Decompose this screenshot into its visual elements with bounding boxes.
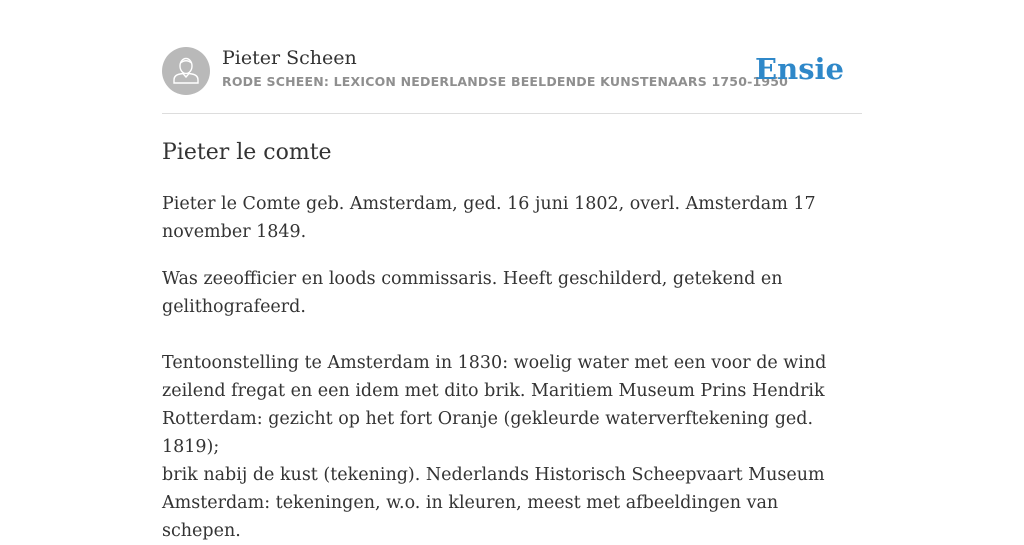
article-body [162, 190, 862, 545]
source-title[interactable]: RODE SCHEEN: LEXICON NEDERLANDSE BEELDENDE KUNSTENAARS 1750-1950 [222, 74, 789, 89]
user-silhouette-icon[interactable] [162, 47, 210, 95]
ensie-logo[interactable]: Ensie [755, 52, 844, 86]
author-name[interactable]: Pieter Scheen [222, 47, 357, 69]
article-paragraph: Pieter le Comte geb. Amsterdam, ged. 16 juni 1802, overl. Amsterdam 17 november 1849. [162, 194, 816, 242]
article-paragraph: Was zeeofficier en loods commissaris. Heeft geschilderd, getekend en gelithografeerd. [162, 269, 783, 317]
header-divider [162, 113, 862, 114]
article-title: Pieter le comte [162, 140, 332, 165]
author-header [162, 46, 862, 96]
article-paragraph: Tentoonstelling te Amsterdam in 1830: woelig water met een voor de wind zeilend fregat en een idem met dito brik. Maritiem Museum Prins Hendrik Rotterdam: gezicht op het fort Oranje (gekleurde waterverftekening ged. 1819); brik nabij de kust (tekening). Nederlands Historisch Scheepvaart Museum Amsterdam: tekeningen, w.o. in kleuren, meest met afbeeldingen van schepen. [162, 353, 827, 541]
